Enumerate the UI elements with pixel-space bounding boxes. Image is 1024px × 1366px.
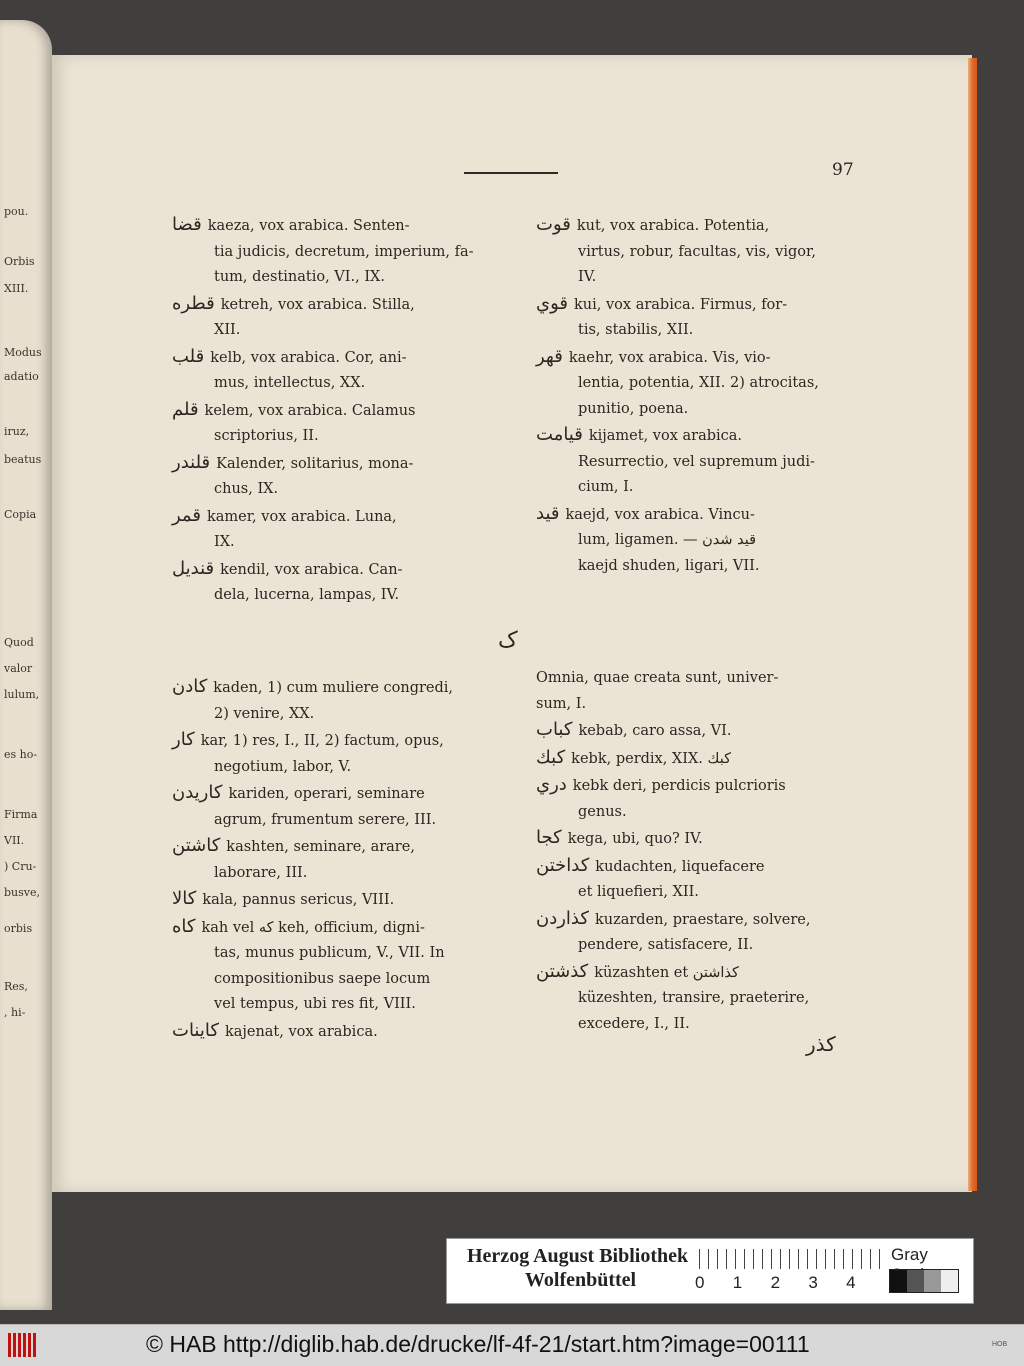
dictionary-entry — [536, 212, 866, 291]
dictionary-entry — [536, 344, 866, 423]
entry-text: Kalender, solitarius, mona- — [216, 455, 414, 472]
entry-text: cium, I. — [578, 479, 634, 495]
left-column-bottom — [172, 674, 502, 1045]
entry-line — [172, 727, 502, 755]
entry-line — [536, 475, 866, 501]
left-margin-fragment: beatus — [4, 453, 42, 466]
arabic-headword: قضا — [172, 214, 202, 235]
footer-bar — [0, 1324, 1024, 1366]
dictionary-entry — [172, 450, 502, 503]
entry-line — [536, 800, 866, 826]
arabic-headword: كذاردن — [536, 907, 589, 929]
scale-numbers: 0 1 2 3 4 — [695, 1273, 856, 1292]
entry-line — [172, 530, 502, 556]
arabic-headword: كبك — [536, 746, 566, 768]
entry-line — [172, 755, 502, 781]
arabic-headword: كار — [172, 729, 195, 750]
left-margin-fragment: Firma — [4, 808, 38, 821]
entry-text: kelem, vox arabica. Calamus — [204, 402, 416, 419]
entry-line — [172, 397, 502, 425]
dictionary-entry — [172, 674, 502, 727]
section-header: ک — [498, 628, 518, 653]
left-margin-fragment: Modus — [4, 346, 42, 359]
entry-line — [172, 674, 502, 702]
dictionary-entry — [536, 666, 866, 717]
footer-mark: HOB — [992, 1341, 1008, 1348]
page-number: 97 — [832, 160, 854, 180]
entry-text: kariden, operari, seminare — [228, 786, 425, 802]
entry-text: kebab, caro assa, VI. — [578, 723, 732, 739]
entry-line — [536, 880, 866, 906]
entry-text: kala, pannus sericus, VIII. — [202, 892, 395, 908]
arabic-headword: كاريدن — [172, 782, 223, 803]
entry-line — [172, 424, 502, 450]
entry-text: kaejd, vox arabica. Vincu- — [565, 506, 755, 523]
entry-line — [536, 906, 866, 934]
left-margin-fragment: es ho- — [4, 748, 38, 761]
left-margin-fragment: Quod — [4, 636, 34, 649]
arabic-headword: قيامت — [536, 424, 583, 445]
arabic-headword: كداختن — [536, 854, 590, 876]
entry-text: laborare, III. — [214, 864, 308, 881]
arabic-headword: قلندر — [172, 451, 211, 473]
entry-text: kui, vox arabica. Firmus, for- — [574, 296, 788, 313]
arabic-headword: قلب — [172, 345, 205, 367]
entry-text: Resurrectio, vel supremum judi- — [578, 453, 815, 470]
entry-text: tia judicis, decretum, imperium, fa- — [214, 243, 474, 260]
arabic-headword: كاينات — [172, 1019, 219, 1041]
entry-text: virtus, robur, facultas, vis, vigor, — [578, 243, 816, 260]
dictionary-entry — [536, 853, 866, 906]
dictionary-entry — [172, 833, 502, 886]
entry-text: negotium, labor, V. — [214, 758, 352, 775]
entry-text: agrum, frumentum serere, III. — [214, 811, 437, 828]
arabic-headword: قنديل — [172, 557, 215, 579]
entry-text: kebk deri, perdicis pulcrioris — [572, 778, 786, 794]
entry-line — [536, 933, 866, 959]
entry-line — [536, 450, 866, 476]
entry-line — [172, 265, 502, 291]
arabic-headword: كجا — [536, 827, 562, 848]
entry-line — [172, 941, 502, 967]
dictionary-entry — [172, 556, 502, 609]
entry-text: kega, ubi, quo? IV. — [567, 831, 703, 847]
left-margin-fragment: XIII. — [4, 282, 29, 295]
entry-text: scriptorius, II. — [214, 428, 319, 444]
entry-text: dela, lucerna, lampas, IV. — [214, 587, 400, 603]
entry-text: sum, I. — [536, 695, 587, 712]
entry-line — [172, 344, 502, 372]
left-margin-fragment: pou. — [4, 205, 29, 218]
arabic-headword: قهر — [536, 345, 563, 367]
entry-line — [536, 717, 866, 745]
entry-line — [536, 853, 866, 881]
entry-line — [172, 503, 502, 531]
entry-line — [172, 992, 502, 1018]
library-name: Herzog August Bibliothek — [467, 1245, 689, 1267]
copyright-link[interactable]: © HAB http://diglib.hab.de/drucke/lf-4f-21/start.htm?image=00111 — [146, 1331, 810, 1357]
page-edge-orange — [968, 58, 977, 1191]
left-margin-fragment: Res, — [4, 980, 28, 993]
arabic-headword: قوت — [536, 214, 571, 235]
dictionary-entry — [172, 503, 502, 556]
entry-line — [172, 702, 502, 728]
left-column-top — [172, 212, 502, 609]
entry-line — [172, 477, 502, 503]
entry-text: tas, munus publicum, V., VII. In — [214, 945, 445, 961]
entry-text: kaehr, vox arabica. Vis, vio- — [568, 349, 771, 366]
entry-text: lum, ligamen. — قيد شدن — [578, 532, 757, 548]
gray-scale-swatch — [889, 1269, 959, 1293]
entry-text: kijamet, vox arabica. — [588, 428, 743, 444]
entry-line — [536, 528, 866, 554]
dictionary-entry — [536, 906, 866, 959]
arabic-headword: دري — [536, 774, 567, 795]
left-margin-fragment: Copia — [4, 508, 37, 521]
entry-line — [172, 212, 502, 240]
entry-line — [172, 967, 502, 993]
dictionary-entry — [172, 1018, 502, 1046]
entry-line — [172, 371, 502, 397]
arabic-headword: قوي — [536, 292, 568, 314]
dictionary-entry — [172, 397, 502, 450]
arabic-headword: قطره — [172, 292, 215, 314]
entry-line — [172, 886, 502, 914]
entry-line — [172, 780, 502, 808]
hab-logo-icon — [8, 1333, 38, 1357]
dictionary-entry — [536, 825, 866, 853]
entry-line — [536, 959, 866, 987]
entry-text: genus. — [578, 803, 627, 820]
entry-text: lentia, potentia, XII. 2) atrocitas, — [578, 375, 819, 391]
entry-line — [536, 318, 866, 344]
entry-line — [536, 371, 866, 397]
arabic-headword: كباب — [536, 719, 573, 740]
entry-text: tis, stabilis, XII. — [578, 322, 694, 338]
header-rule — [464, 172, 558, 174]
dictionary-entry — [536, 959, 866, 1038]
color-target-card — [446, 1238, 974, 1304]
entry-text: chus, IX. — [214, 481, 279, 497]
dictionary-entry — [536, 501, 866, 580]
dictionary-entry — [172, 886, 502, 914]
entry-line — [536, 666, 866, 692]
arabic-headword: قمر — [172, 504, 201, 526]
entry-line — [536, 265, 866, 291]
entry-line — [172, 861, 502, 887]
entry-text: küzeshten, transire, praeterire, — [578, 990, 810, 1006]
arabic-headword: كادن — [172, 676, 208, 697]
dictionary-entry — [536, 745, 866, 773]
arabic-headword: كذشتن — [536, 960, 589, 982]
entry-text: tum, destinatio, VI., IX. — [214, 269, 385, 285]
left-margin-fragment: , hi- — [4, 1006, 26, 1019]
dictionary-entry — [172, 914, 502, 1018]
left-margin-fragment: busve, — [4, 886, 40, 899]
left-margin-fragment: adatio — [4, 370, 39, 383]
left-page-edge — [0, 20, 52, 1310]
dictionary-entry — [536, 717, 866, 745]
entry-text: kaden, 1) cum muliere congredi, — [213, 680, 454, 696]
entry-text: excedere, I., II. — [578, 1015, 690, 1032]
entry-line — [536, 554, 866, 580]
entry-text: pendere, satisfacere, II. — [578, 937, 754, 953]
entry-text: kajenat, vox arabica. — [224, 1023, 378, 1040]
entry-text: kar, 1) res, I., II, 2) factum, opus, — [200, 733, 444, 749]
entry-text: ketreh, vox arabica. Stilla, — [220, 296, 415, 313]
entry-text: et liquefieri, XII. — [578, 884, 699, 900]
gray-scale-label: Gray — [891, 1245, 928, 1264]
entry-text: vel tempus, ubi res fit, VIII. — [214, 996, 416, 1012]
entry-line — [172, 318, 502, 344]
entry-line — [536, 422, 866, 450]
entry-text: kaeza, vox arabica. Senten- — [207, 218, 410, 234]
left-margin-fragment: lulum, — [4, 688, 40, 701]
arabic-headword: قيد — [536, 502, 560, 524]
right-column-top — [536, 212, 866, 579]
entry-text: XII. — [214, 322, 241, 338]
entry-line — [172, 556, 502, 584]
entry-line — [536, 692, 866, 718]
entry-line — [536, 501, 866, 529]
left-margin-fragment: valor — [4, 662, 33, 675]
entry-text: IX. — [214, 534, 235, 550]
entry-line — [172, 833, 502, 861]
entry-line — [536, 745, 866, 773]
left-margin-fragment: VII. — [4, 834, 25, 847]
left-margin-fragment: orbis — [4, 922, 33, 935]
entry-line — [172, 1018, 502, 1046]
entry-text: küzashten et كذاشتن — [594, 964, 739, 981]
dictionary-entry — [172, 344, 502, 397]
entry-text: punitio, poena. — [578, 400, 689, 417]
entry-text: kuzarden, praestare, solvere, — [594, 911, 811, 928]
entry-text: mus, intellectus, XX. — [214, 375, 366, 391]
entry-text: kashten, seminare, arare, — [226, 839, 415, 855]
entry-text: kelb, vox arabica. Cor, ani- — [210, 349, 407, 366]
dictionary-entry — [536, 291, 866, 344]
left-margin-fragment: ) Cru- — [4, 860, 37, 873]
left-margin-fragment: Orbis — [4, 255, 35, 268]
library-city: Wolfenbüttel — [525, 1269, 637, 1291]
entry-line — [536, 825, 866, 853]
scale-ruler — [699, 1249, 881, 1269]
catchword: كذر — [806, 1032, 836, 1056]
entry-line — [172, 808, 502, 834]
right-column-bottom — [536, 666, 866, 1037]
entry-line — [536, 240, 866, 266]
entry-text: 2) venire, XX. — [214, 705, 315, 722]
entry-line — [536, 344, 866, 372]
entry-line — [536, 291, 866, 319]
arabic-headword: كاه — [172, 915, 196, 937]
arabic-headword: كاشتن — [172, 835, 221, 856]
entry-line — [172, 914, 502, 942]
dictionary-entry — [536, 772, 866, 825]
entry-line — [172, 291, 502, 319]
entry-line — [536, 986, 866, 1012]
entry-text: kaejd shuden, ligari, VII. — [578, 557, 760, 574]
left-margin-fragment: iruz, — [4, 425, 30, 438]
entry-line — [172, 240, 502, 266]
entry-text: kah vel كه keh, officium, digni- — [201, 919, 425, 936]
entry-text: kebk, perdix, XIX. كبك — [571, 750, 732, 767]
dictionary-entry — [172, 727, 502, 780]
entry-text: kut, vox arabica. Potentia, — [576, 218, 770, 234]
dictionary-entry — [172, 212, 502, 291]
entry-line — [536, 212, 866, 240]
entry-line — [172, 450, 502, 478]
entry-text: IV. — [578, 269, 597, 285]
entry-line — [536, 397, 866, 423]
dictionary-entry — [172, 291, 502, 344]
entry-line — [172, 583, 502, 609]
arabic-headword: قلم — [172, 398, 199, 420]
entry-text: compositionibus saepe locum — [214, 970, 431, 987]
dictionary-entry — [536, 422, 866, 501]
entry-text: kamer, vox arabica. Luna, — [206, 508, 397, 525]
entry-text: kudachten, liquefacere — [595, 858, 765, 875]
arabic-headword: كالا — [172, 888, 197, 909]
entry-text: Omnia, quae creata sunt, univer- — [536, 670, 779, 686]
entry-text: kendil, vox arabica. Can- — [220, 561, 403, 578]
dictionary-entry — [172, 780, 502, 833]
entry-line — [536, 772, 866, 800]
